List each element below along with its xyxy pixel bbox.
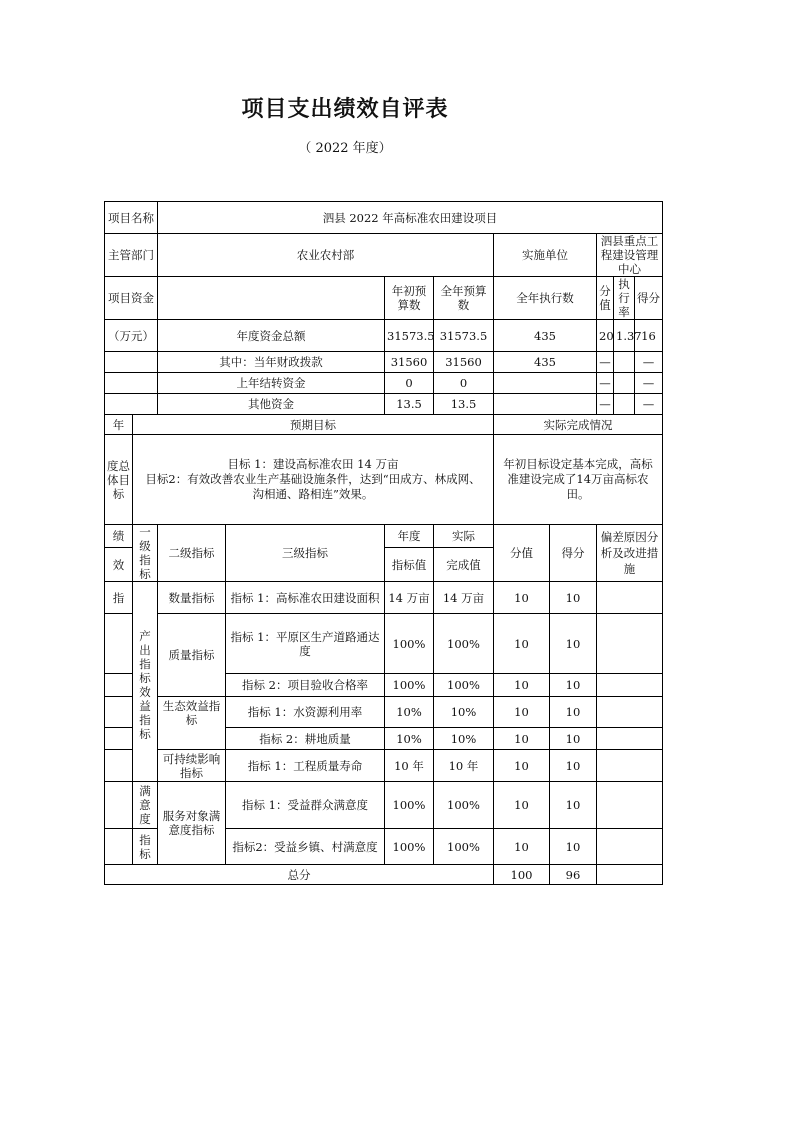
l3-indicator: 指标 2：耕地质量 xyxy=(226,728,385,750)
funds-score: — xyxy=(635,373,663,394)
actual-value: 10 年 xyxy=(434,750,494,782)
goals-side-label-1: 年 xyxy=(105,415,133,435)
score: 10 xyxy=(550,582,597,614)
funds-score: — xyxy=(635,352,663,373)
score: 10 xyxy=(550,614,597,674)
actual-value: 100% xyxy=(434,674,494,697)
funds-row-label: 年度资金总额 xyxy=(158,320,385,352)
funds-score-value: 20 xyxy=(597,320,614,352)
l3-indicator: 指标 1：工程质量寿命 xyxy=(226,750,385,782)
score-value: 10 xyxy=(494,782,550,829)
funds-full: 13.5 xyxy=(434,394,494,415)
l3-indicator: 指标 1：水资源利用率 xyxy=(226,697,385,728)
funds-row-label: 其中：当年财政拨款 xyxy=(158,352,385,373)
funds-full: 31573.5 xyxy=(434,320,494,352)
funds-row-label: 上年结转资金 xyxy=(158,373,385,394)
funds-exec xyxy=(494,373,597,394)
funds-initial: 31573.5 xyxy=(385,320,434,352)
dept-label: 主管部门 xyxy=(105,234,158,277)
score-value-header: 分值 xyxy=(597,277,614,320)
impl-label: 实施单位 xyxy=(494,234,597,277)
self-evaluation-table xyxy=(104,201,663,885)
funds-exec: 435 xyxy=(494,320,597,352)
score: 10 xyxy=(550,829,597,865)
goals-side-label-2: 度总体目标 xyxy=(105,435,133,525)
funds-score: 16 xyxy=(635,320,663,352)
score-value: 10 xyxy=(494,697,550,728)
target-value: 10% xyxy=(385,728,434,750)
score: 10 xyxy=(550,728,597,750)
l2-ecological: 生态效益指标 xyxy=(158,697,226,750)
planned-goal-1: 目标 1：建设高标准农田 14 万亩 xyxy=(227,457,399,471)
page-subtitle: （ 2022 年度） xyxy=(298,141,392,156)
score-header: 得分 xyxy=(635,277,663,320)
l2-quantity: 数量指标 xyxy=(158,582,226,614)
score-value: 10 xyxy=(494,614,550,674)
satisfaction-group-2: 指标 xyxy=(133,829,158,865)
funds-exec xyxy=(494,394,597,415)
execution-header: 全年执行数 xyxy=(494,277,597,320)
perf-side-label-3: 指 xyxy=(105,582,133,614)
funds-initial: 0 xyxy=(385,373,434,394)
page-title: 项目支出绩效自评表 xyxy=(241,96,449,122)
l2-satisfaction: 服务对象满意度指标 xyxy=(158,782,226,865)
score: 10 xyxy=(550,674,597,697)
level3-header: 三级指标 xyxy=(226,525,385,582)
project-name: 泗县 2022 年高标准农田建设项目 xyxy=(158,202,663,234)
actual-header-bottom: 完成值 xyxy=(434,548,494,582)
target-value: 100% xyxy=(385,782,434,829)
target-header-top: 年度 xyxy=(385,525,434,548)
funds-row-label: 其他资金 xyxy=(158,394,385,415)
perf-side-label-2: 效 xyxy=(105,548,133,582)
funds-rate: 1.37 xyxy=(614,320,635,352)
l3-indicator: 指标 1：受益群众满意度 xyxy=(226,782,385,829)
l3-indicator: 指标 1：平原区生产道路通达度 xyxy=(226,614,385,674)
target-value: 100% xyxy=(385,614,434,674)
funds-full: 31560 xyxy=(434,352,494,373)
actual-value: 10% xyxy=(434,697,494,728)
funds-score: — xyxy=(635,394,663,415)
score: 10 xyxy=(550,782,597,829)
target-value: 10% xyxy=(385,697,434,728)
level1-header: 一级指标 xyxy=(133,525,158,582)
l3-indicator: 指标2：受益乡镇、村满意度 xyxy=(226,829,385,865)
actual-result-header: 实际完成情况 xyxy=(494,415,663,435)
initial-budget-header: 年初预算数 xyxy=(385,277,434,320)
total-score-value: 100 xyxy=(494,865,550,885)
rate-header: 执行率 xyxy=(614,277,635,320)
perf-score-value-header: 分值 xyxy=(494,525,550,582)
planned-goal-2: 目标2：有效改善农业生产基础设施条件，达到“田成方、林成网、沟相通、路相连”效果。 xyxy=(145,472,481,501)
l2-sustainable: 可持续影响指标 xyxy=(158,750,226,782)
score-value: 10 xyxy=(494,674,550,697)
score-value: 10 xyxy=(494,750,550,782)
funds-initial: 13.5 xyxy=(385,394,434,415)
funds-rate xyxy=(614,394,635,415)
funds-score-value: — xyxy=(597,373,614,394)
funds-initial: 31560 xyxy=(385,352,434,373)
funds-full: 0 xyxy=(434,373,494,394)
l2-quality: 质量指标 xyxy=(158,614,226,697)
score-value: 10 xyxy=(494,829,550,865)
project-name-label: 项目名称 xyxy=(105,202,158,234)
actual-header-top: 实际 xyxy=(434,525,494,548)
actual-result: 年初目标设定基本完成，高标准建设完成了14万亩高标农田。 xyxy=(494,435,663,525)
target-value: 100% xyxy=(385,829,434,865)
funds-rate xyxy=(614,352,635,373)
deviation-header: 偏差原因分析及改进措施 xyxy=(597,525,663,582)
level2-header: 二级指标 xyxy=(158,525,226,582)
funds-exec: 435 xyxy=(494,352,597,373)
target-value: 10 年 xyxy=(385,750,434,782)
impl-value: 泗县重点工程建设管理中心 xyxy=(597,234,663,277)
dept-value: 农业农村部 xyxy=(158,234,494,277)
total-score: 96 xyxy=(550,865,597,885)
l3-indicator: 指标 1：高标准农田建设面积 xyxy=(226,582,385,614)
score: 10 xyxy=(550,697,597,728)
planned-goal-header: 预期目标 xyxy=(133,415,494,435)
funds-score-value: — xyxy=(597,352,614,373)
actual-value: 100% xyxy=(434,614,494,674)
target-header-bottom: 指标值 xyxy=(385,548,434,582)
actual-value: 14 万亩 xyxy=(434,582,494,614)
funds-score-value: — xyxy=(597,394,614,415)
target-value: 100% xyxy=(385,674,434,697)
score: 10 xyxy=(550,750,597,782)
actual-value: 10% xyxy=(434,728,494,750)
target-value: 14 万亩 xyxy=(385,582,434,614)
score-value: 10 xyxy=(494,728,550,750)
actual-value: 100% xyxy=(434,782,494,829)
funds-rate xyxy=(614,373,635,394)
score-value: 10 xyxy=(494,582,550,614)
satisfaction-group-1: 满意度 xyxy=(133,782,158,829)
funds-label-bottom: （万元） xyxy=(105,320,158,352)
perf-score-header: 得分 xyxy=(550,525,597,582)
perf-side-label-1: 绩 xyxy=(105,525,133,548)
actual-value: 100% xyxy=(434,829,494,865)
l3-indicator: 指标 2：项目验收合格率 xyxy=(226,674,385,697)
funds-label-top: 项目资金 xyxy=(105,277,158,320)
output-benefit-group: 产出指标效益指标 xyxy=(133,582,158,782)
total-label: 总分 xyxy=(105,865,494,885)
full-budget-header: 全年预算数 xyxy=(434,277,494,320)
